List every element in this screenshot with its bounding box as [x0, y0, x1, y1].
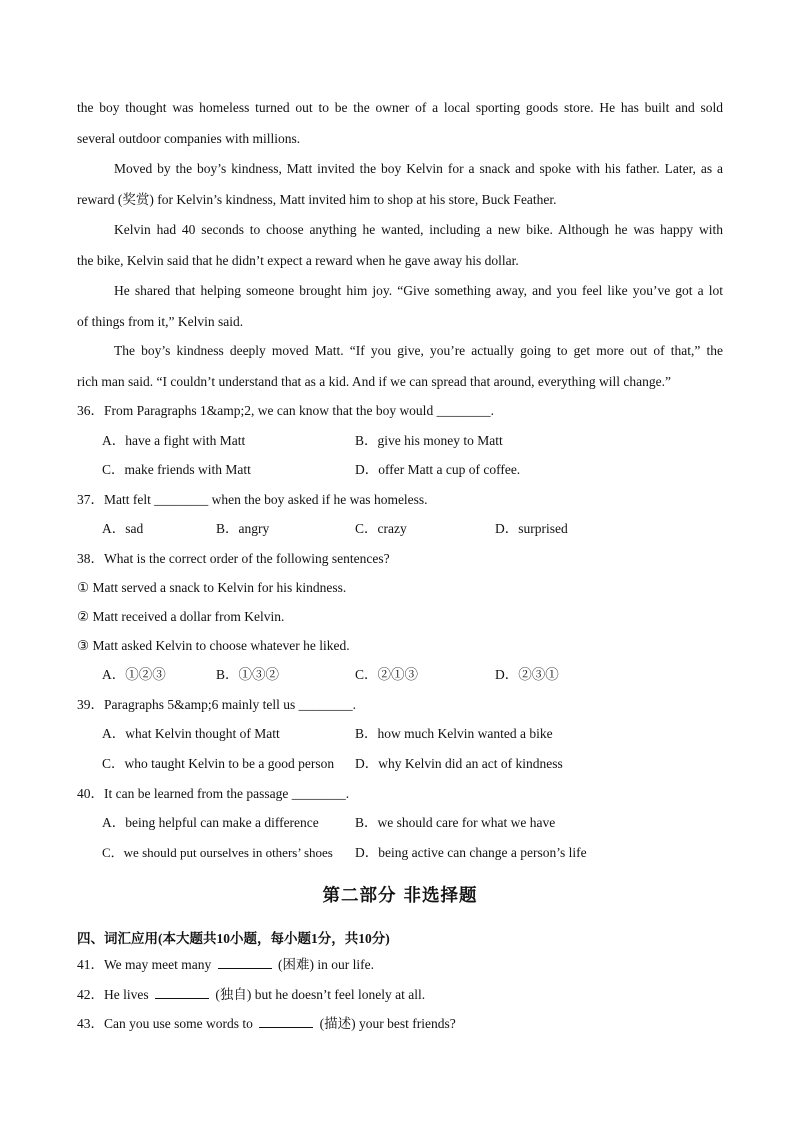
question-42-prefix: 42．He lives [77, 987, 149, 1002]
question-41-prefix: 41．We may meet many [77, 957, 212, 972]
passage-line: He shared that helping someone brought him joy. “Give something away, and you feel like you’ve got a lot [114, 283, 723, 298]
option-38b: B．①③② [216, 667, 280, 682]
question-38-sentence-2: ② Matt received a dollar from Kelvin. [77, 609, 285, 624]
question-42 [77, 986, 425, 1003]
option-40d: D．being active can change a person’s life [355, 845, 587, 860]
passage-line: rich man said. “I couldn’t understand that as a kid. And if we can spread that around, everything will change.” [77, 374, 671, 389]
question-37-stem: 37．Matt felt ________ when the boy asked if he was homeless. [77, 492, 428, 507]
option-37b: B．angry [216, 521, 270, 536]
option-39d: D．why Kelvin did an act of kindness [355, 756, 563, 771]
question-39-stem: 39．Paragraphs 5&amp;6 mainly tell us ________. [77, 697, 356, 712]
question-38-stem: 38．What is the correct order of the following sentences? [77, 551, 390, 566]
option-36b: B．give his money to Matt [355, 433, 503, 448]
option-39b: B．how much Kelvin wanted a bike [355, 726, 553, 741]
section-title: 第二部分 非选择题 [322, 886, 478, 906]
passage-line: The boy’s kindness deeply moved Matt. “If you give, you’re actually going to get more out of that,” the [114, 343, 723, 358]
option-39c: C．who taught Kelvin to be a good person [102, 756, 335, 771]
question-43 [77, 1015, 456, 1032]
option-36c: C．make friends with Matt [102, 462, 251, 477]
option-36a: A．have a fight with Matt [102, 433, 246, 448]
question-40-stem: 40．It can be learned from the passage ________. [77, 786, 350, 801]
passage-line: Kelvin had 40 seconds to choose anything he wanted, including a new bike. Although he was happy with [114, 222, 723, 237]
option-40c: C．we should put ourselves in others’ shoes [102, 845, 333, 860]
question-42-hint: (独自) but he doesn’t feel lonely at all. [215, 987, 426, 1002]
question-43-hint: (描述) your best friends? [319, 1016, 456, 1031]
option-36d: D．offer Matt a cup of coffee. [355, 462, 521, 477]
option-37a: A．sad [102, 521, 144, 536]
option-38d: D．②③① [495, 667, 559, 682]
option-40b: B．we should care for what we have [355, 815, 556, 830]
passage-line: the bike, Kelvin said that he didn’t expect a reward when he gave away his dollar. [77, 253, 519, 268]
answer-blank-42[interactable] [155, 986, 209, 999]
answer-blank-41[interactable] [218, 956, 272, 969]
question-41 [77, 956, 374, 973]
option-38c: C．②①③ [355, 667, 419, 682]
question-43-prefix: 43．Can you use some words to [77, 1016, 253, 1031]
option-39a: A．what Kelvin thought of Matt [102, 726, 280, 741]
option-40a: A．being helpful can make a difference [102, 815, 319, 830]
section-heading: 四、词汇应用(本大题共10小题，每小题1分，共10分) [77, 931, 390, 946]
passage-line: reward (奖赏) for Kelvin’s kindness, Matt invited him to shop at his store, Buck Feather. [77, 192, 557, 207]
question-38-sentence-1: ① Matt served a snack to Kelvin for his kindness. [77, 580, 347, 595]
answer-blank-43[interactable] [259, 1015, 313, 1028]
question-36-stem: 36．From Paragraphs 1&amp;2, we can know that the boy would ________. [77, 403, 494, 418]
option-37c: C．crazy [355, 521, 407, 536]
option-37d: D．surprised [495, 521, 568, 536]
question-41-hint: (困难) in our life. [278, 957, 374, 972]
option-38a: A．①②③ [102, 667, 166, 682]
passage-line: of things from it,” Kelvin said. [77, 314, 244, 329]
passage-line: several outdoor companies with millions. [77, 131, 301, 146]
passage-line: Moved by the boy’s kindness, Matt invited the boy Kelvin for a snack and spoke with his father. Later, as a [114, 161, 723, 176]
passage-line: the boy thought was homeless turned out to be the owner of a local sporting goods store. He has built and sold [77, 100, 723, 115]
question-38-sentence-3: ③ Matt asked Kelvin to choose whatever he liked. [77, 638, 350, 653]
